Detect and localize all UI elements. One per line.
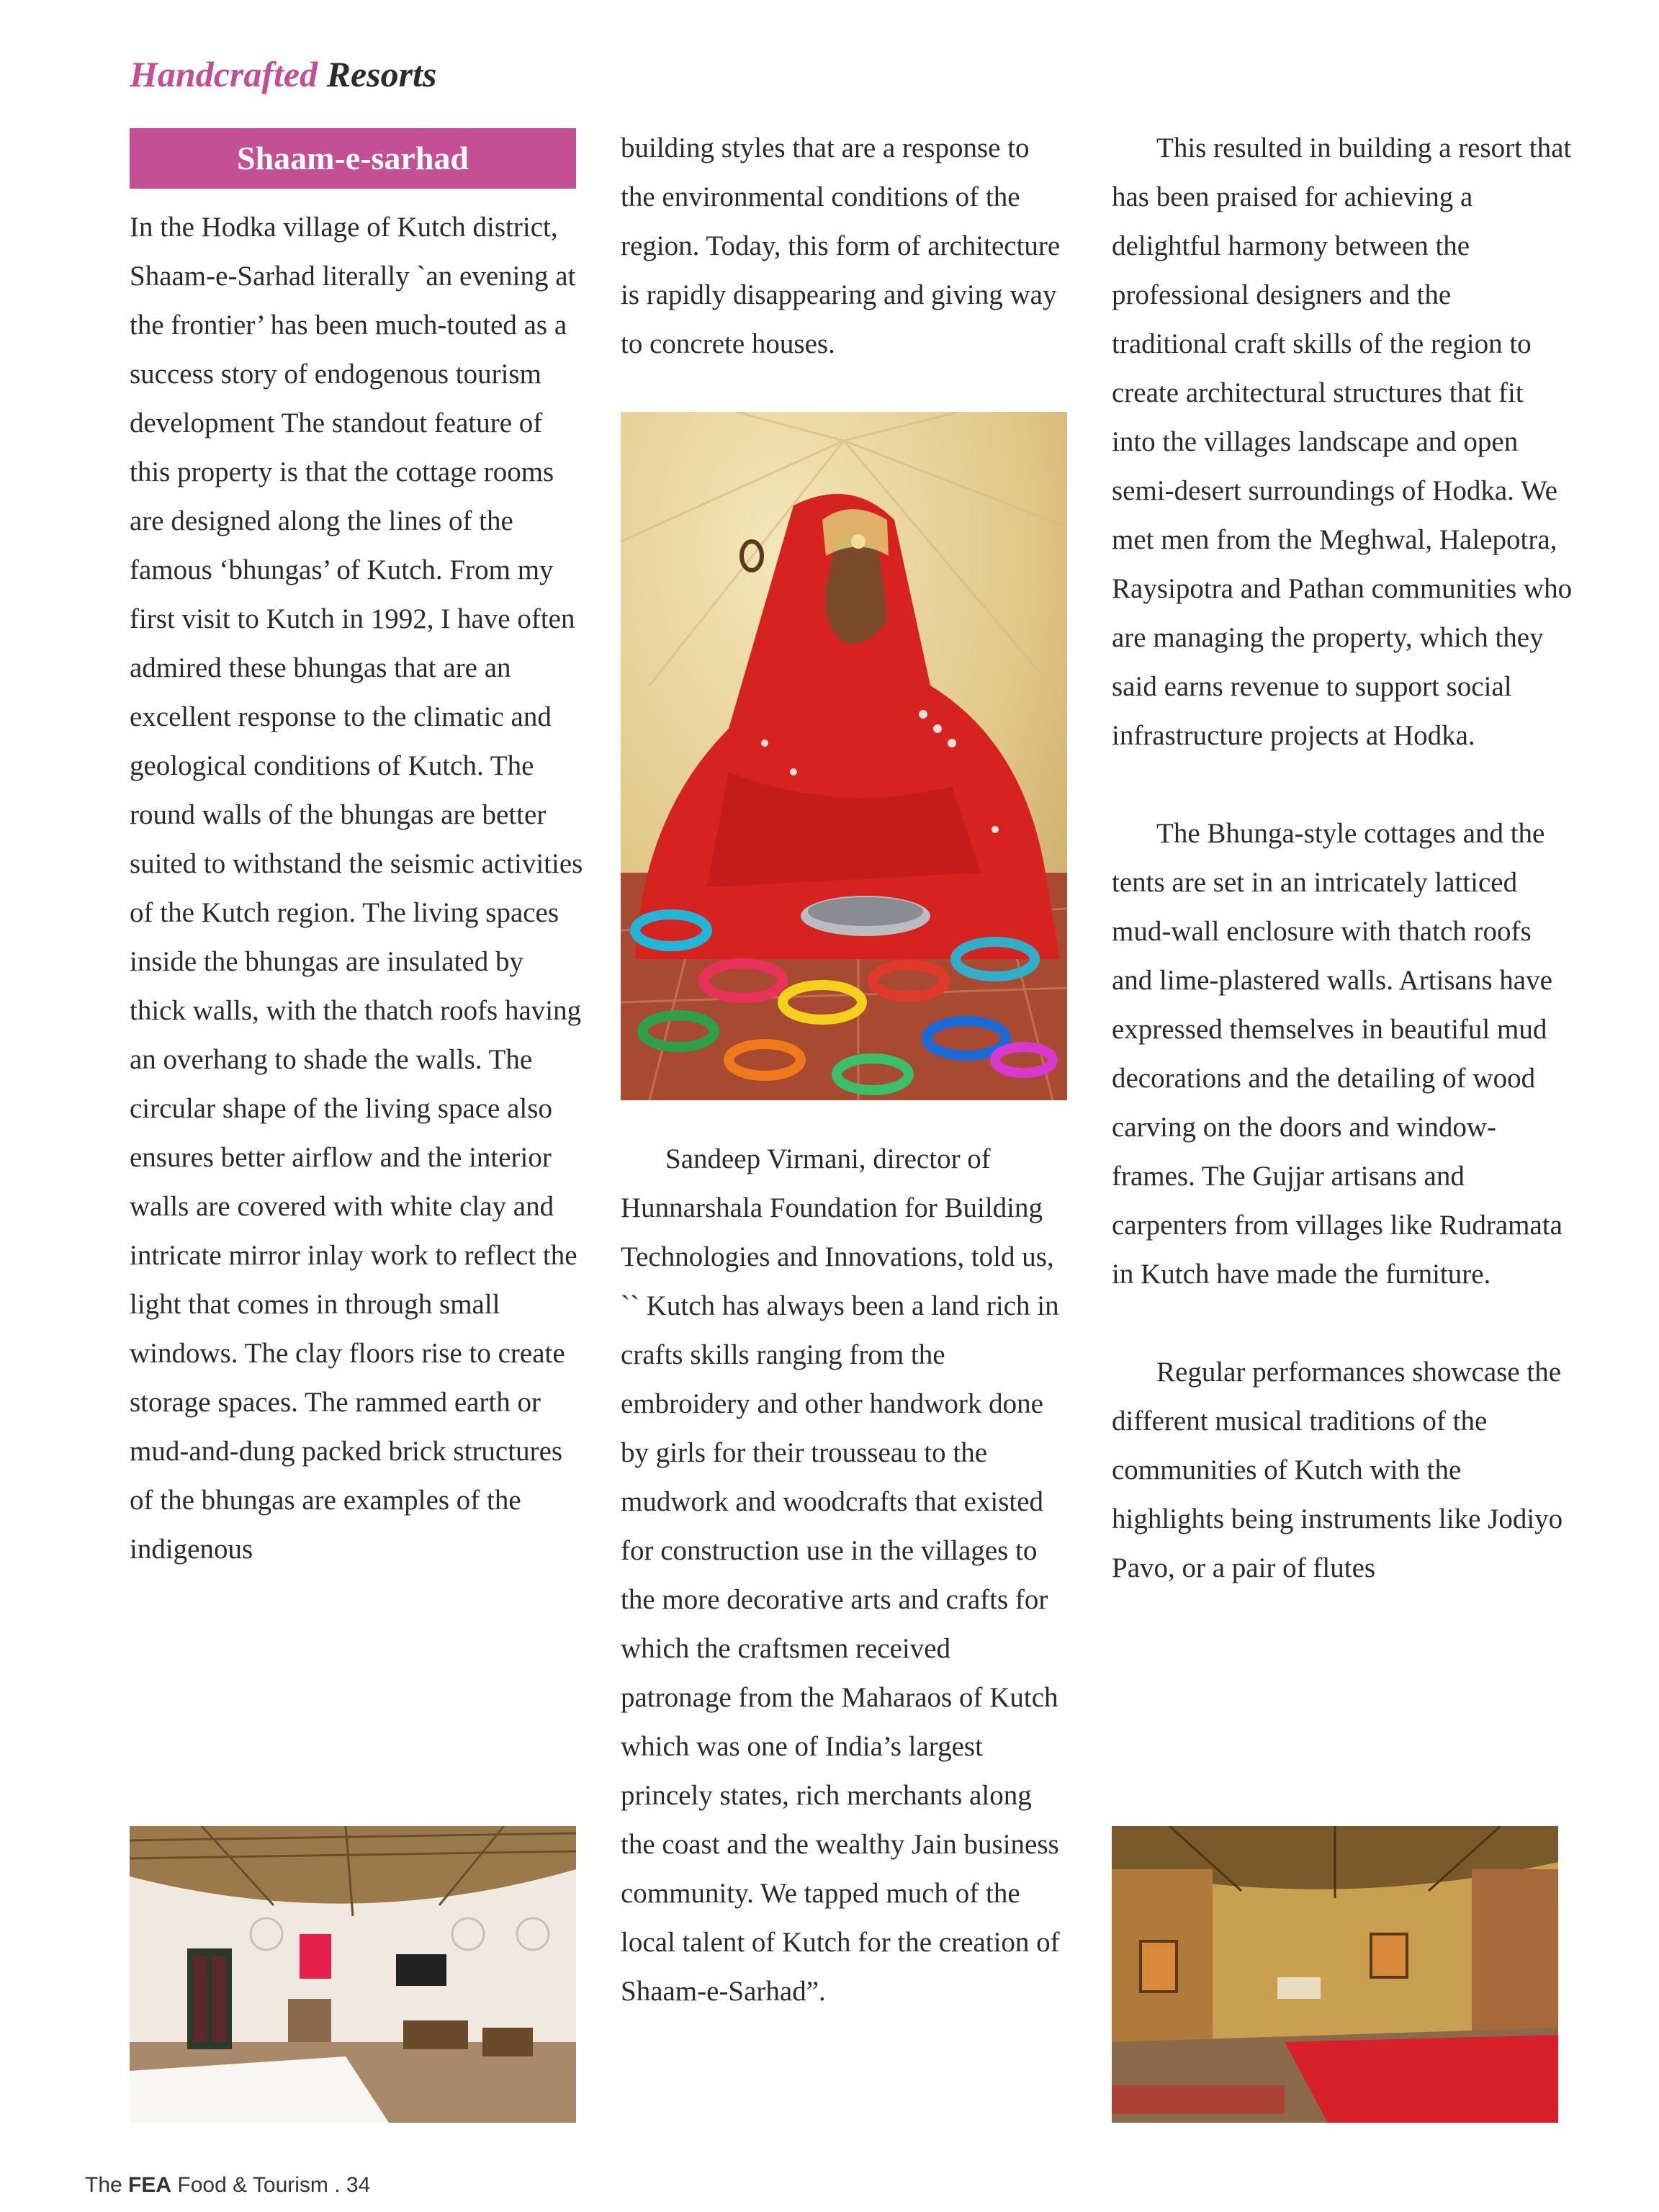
article-column-2-bottom [621,1135,1067,2016]
footer-prefix: The [85,2173,122,2197]
page-header [130,53,436,95]
article-column-3 [1112,124,1573,1593]
article-column-1 [130,203,583,1574]
red-bhunga-room-photo [1112,1826,1558,2123]
article-column-2-top [621,124,1067,369]
column3-paragraph-3: Regular performances showcase the different musical traditions of the communities of Kutch with the highlights being instruments like Jodiyo Pavo, or a pair of flutes [1112,1357,1563,1583]
column3-paragraph-2: The Bhunga-style cottages and the tents are set in an intricately latticed mud-wall enclosure with thatch roofs and lime-plastered walls. Artisans have expressed themselves in beautiful mud decorations and the detailing of wood carving on the doors and window-frames. The Gujjar artisans and carpenters from villages like Rudramata in Kutch have made the furniture. [1112,818,1563,1290]
section-title: Shaam-e-sarhad [130,128,576,189]
footer-rest: Food & Tourism . 34 [177,2173,371,2197]
header-rest: Resorts [326,54,437,94]
column1-paragraph-1: In the Hodka village of Kutch district, Shaam-e-Sarhad literally `an evening at the frontier’ has been much-touted as a success story of endogenous tourism development The standout feature of this property is that the cottage rooms are designed along the lines of the famous ‘bhungas’ of Kutch. From my first visit to Kutch in 1992, I have often admired these bhungas that are an excellent response to the climatic and geological conditions of Kutch. The round walls of the bhungas are better suited to withstand the seismic activities of the Kutch region. The living spaces inside the bhungas are insulated by thick walls, with the thatch roofs having an overhang to shade the walls. The circular shape of the living space also ensures better airflow and the interior walls are covered with white clay and intricate mirror inlay work to reflect the light that comes in through small windows. The clay floors rise to create storage spaces. The rammed earth or mud-and-dung packed brick structures of the bhungas are examples of the indigenous [130,212,583,1565]
footer-brand: FEA [128,2173,172,2197]
white-bhunga-room-photo [130,1826,576,2123]
artisan-woman-photo [621,412,1067,1100]
page-footer [85,2173,370,2198]
column2-paragraph-2: Sandeep Virmani, director of Hunnarshala Foundation for Building Technologies and Innovations, told us, `` Kutch has always been a land rich in crafts skills ranging from the embroidery and other handwork done by girls for their trousseau to the mudwork and woodcrafts that existed for construction use in the villages to the more decorative arts and crafts for which the craftsmen received patronage from the Maharaos of Kutch which was one of India’s largest princely states, rich merchants along the coast and the wealthy Jain business community. We tapped much of the local talent of Kutch for the creation of Shaam-e-Sarhad”. [621,1143,1060,2007]
column2-paragraph-1: building styles that are a response to the environmental conditions of the region. Today, this form of architecture is rapidly disappearing and giving way to concrete houses. [621,132,1061,359]
header-accent: Handcrafted [130,54,318,94]
column3-paragraph-1: This resulted in building a resort that has been praised for achieving a delightful harmony between the professional designers and the traditional craft skills of the region to create architectural structures that fit into the villages landscape and open semi-desert surroundings of Hodka. We met men from the Meghwal, Halepotra, Raysipotra and Pathan communities who are managing the property, which they said earns revenue to support social infrastructure projects at Hodka. [1112,132,1573,751]
